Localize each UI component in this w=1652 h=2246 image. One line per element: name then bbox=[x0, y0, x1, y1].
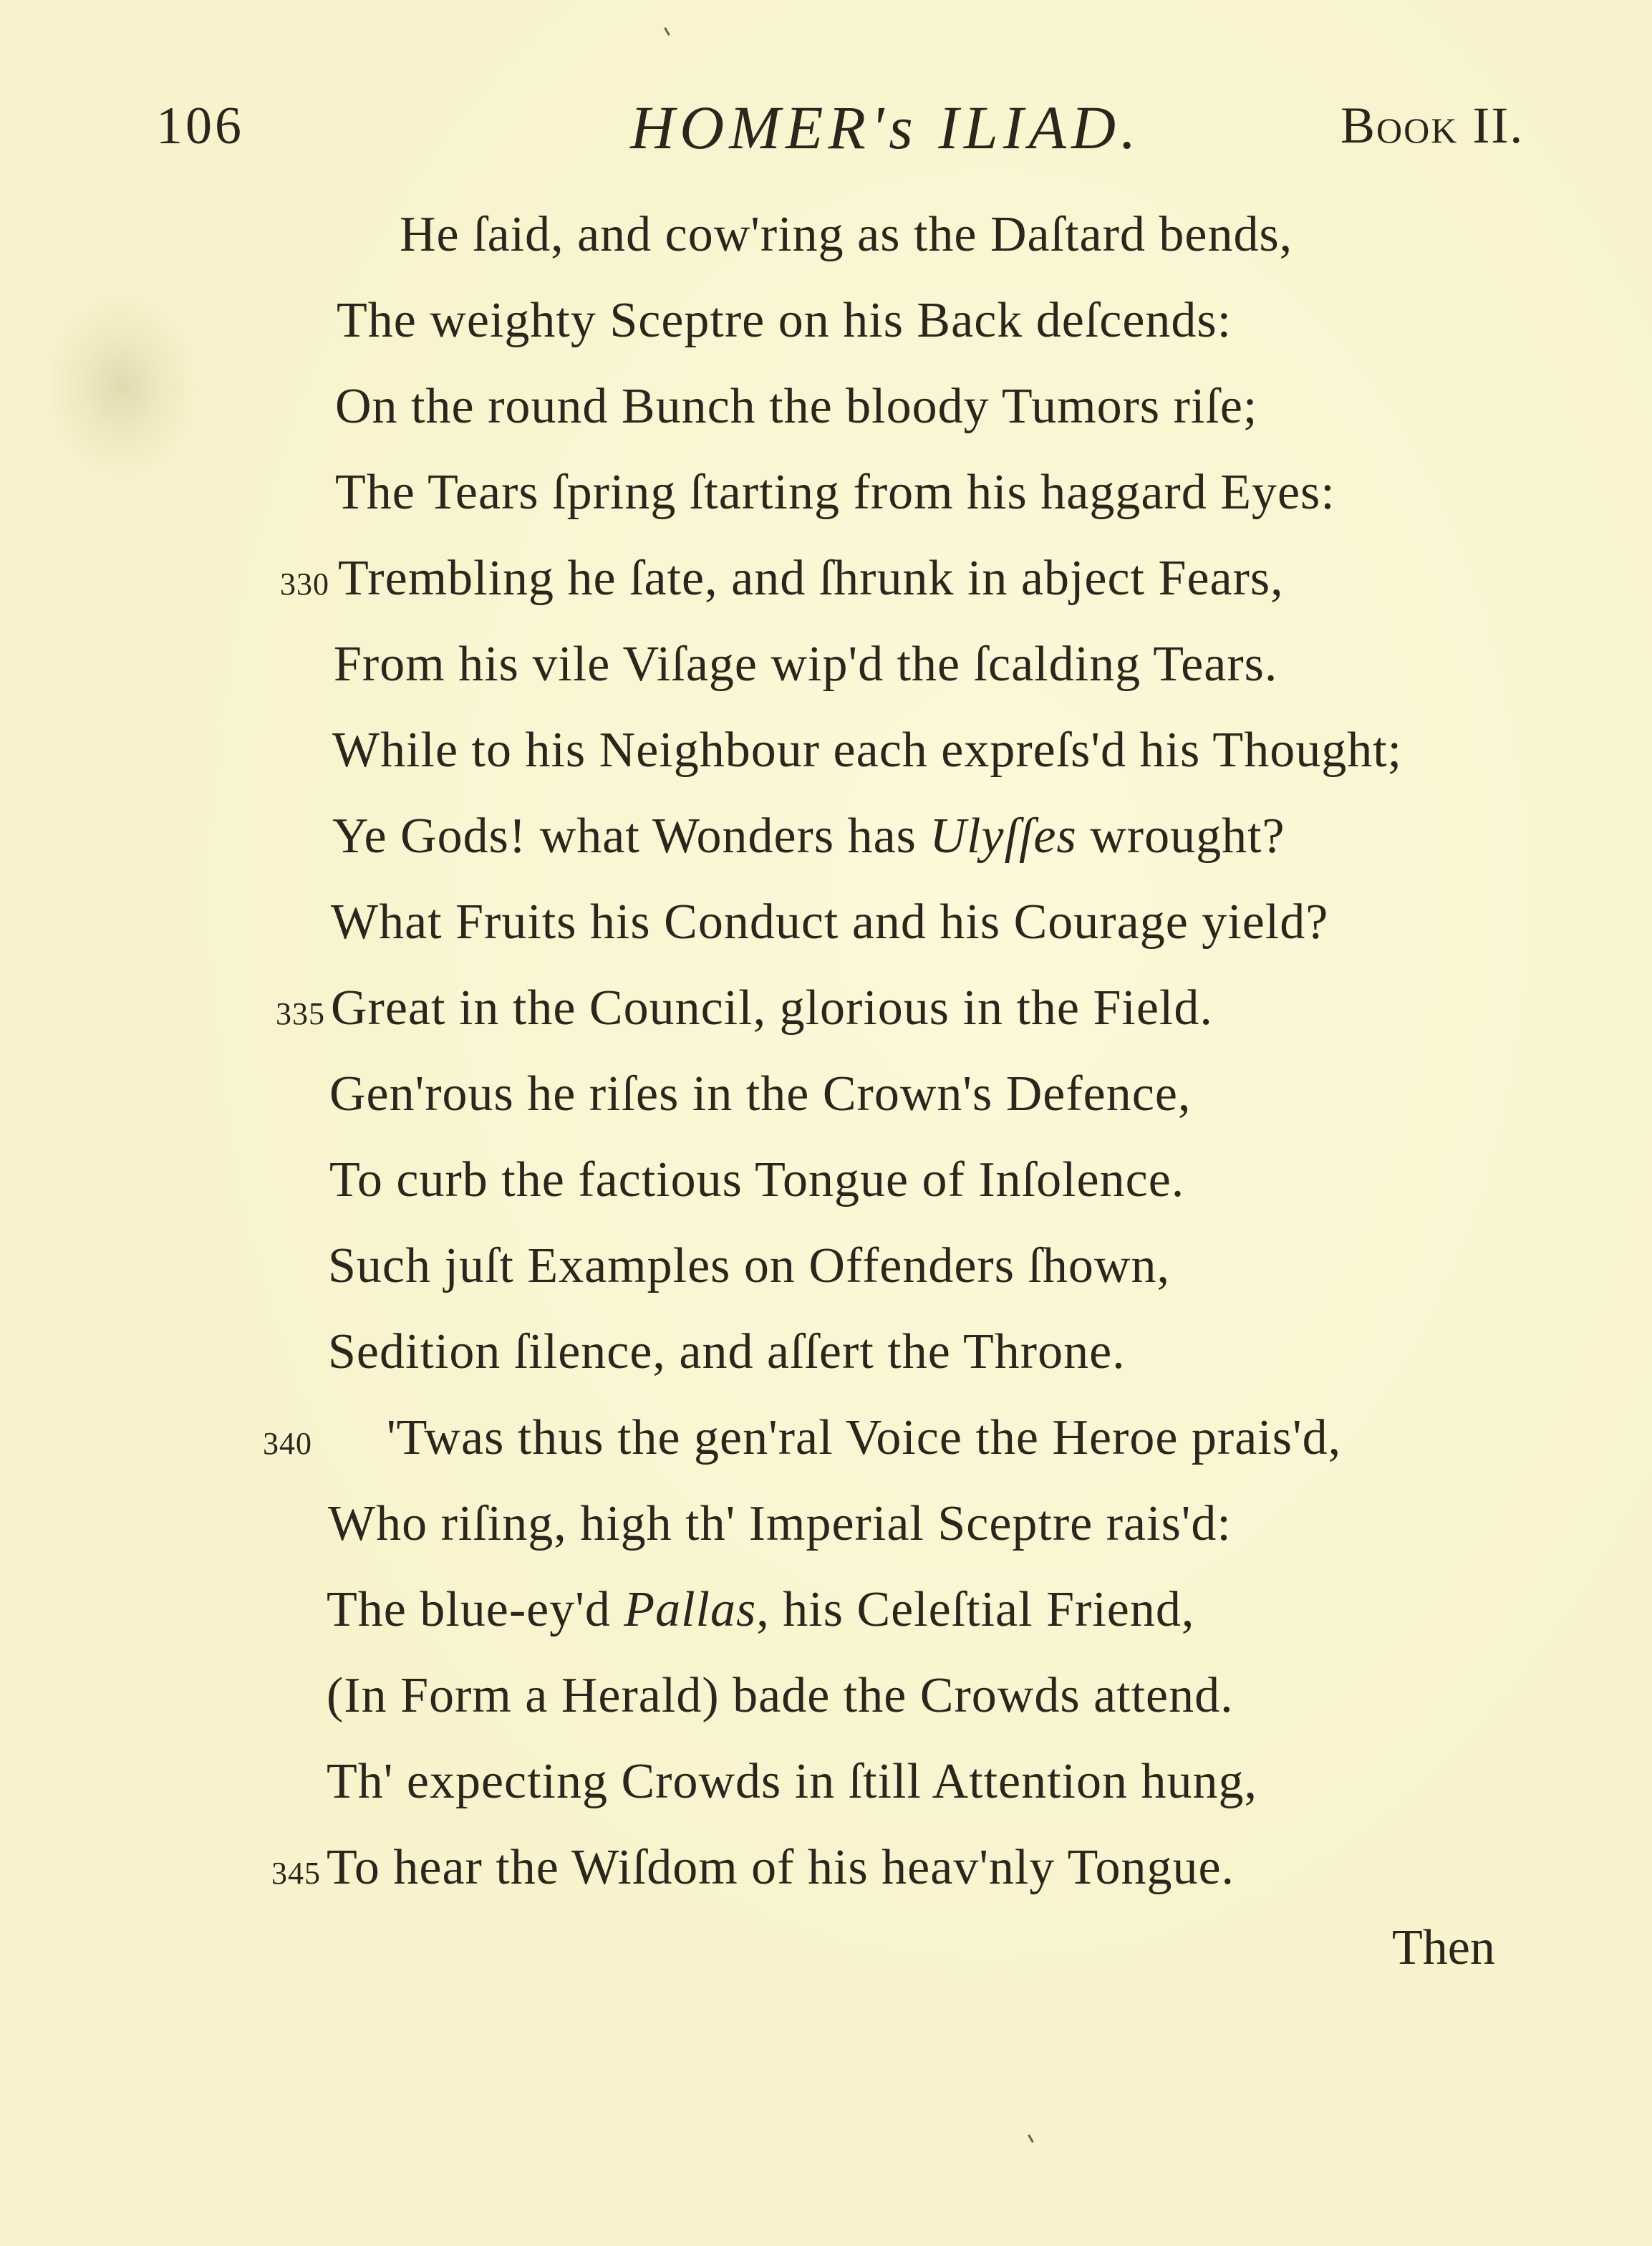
line-text: Great in the Council, glorious in the Field. bbox=[331, 980, 1213, 1036]
line-text-plain: Ye Gods! what Wonders has bbox=[332, 809, 930, 864]
line-text: The Tears ſpring ſtarting from his haggard Eyes: bbox=[335, 465, 1335, 520]
verse-line bbox=[0, 450, 1652, 536]
line-text: From his vile Viſage wip'd the ſcalding Tears. bbox=[334, 637, 1278, 692]
verse-line bbox=[0, 278, 1652, 364]
line-number: 335 bbox=[276, 996, 325, 1031]
line-text: Who riſing, high th' Imperial Sceptre rais'd: bbox=[328, 1496, 1232, 1551]
verse-line bbox=[0, 1825, 1652, 1911]
verse-line bbox=[0, 1309, 1652, 1395]
line-text bbox=[327, 1567, 1194, 1653]
line-number: 330 bbox=[280, 567, 329, 602]
verse-line bbox=[0, 1223, 1652, 1309]
line-number: 340 bbox=[263, 1426, 312, 1461]
line-text: What Fruits his Conduct and his Courage yield? bbox=[331, 895, 1329, 950]
verse-block bbox=[0, 192, 1652, 1911]
line-number: 345 bbox=[271, 1856, 321, 1891]
line-text: Gen'rous he riſes in the Crown's Defence, bbox=[329, 1066, 1192, 1122]
line-text: 'Twas thus the gen'ral Voice the Heroe prais'd, bbox=[387, 1410, 1342, 1465]
page-number: 106 bbox=[156, 97, 244, 155]
line-text: Sedition ſilence, and aſſert the Throne. bbox=[328, 1324, 1126, 1379]
line-text-plain: , his Celeſtial Friend, bbox=[756, 1582, 1195, 1637]
line-text: To hear the Wiſdom of his heav'nly Tongue. bbox=[327, 1840, 1235, 1895]
running-title: HOMER's ILIAD. bbox=[630, 93, 1141, 162]
line-text-plain: wrought? bbox=[1076, 809, 1285, 864]
verse-line bbox=[0, 1653, 1652, 1739]
verse-line bbox=[0, 1567, 1652, 1653]
line-text-plain: The blue-ey'd bbox=[327, 1582, 624, 1637]
line-text: (In Form a Herald) bade the Crowds attend. bbox=[327, 1668, 1234, 1723]
line-text: Such juſt Examples on Offenders ſhown, bbox=[328, 1238, 1170, 1293]
verse-line bbox=[0, 965, 1652, 1051]
line-text-italic: Pallas bbox=[624, 1582, 757, 1637]
catchword: Then bbox=[1392, 1920, 1495, 1975]
line-text: Trembling he ſate, and ſhrunk in abject Fears, bbox=[338, 551, 1284, 606]
page-header bbox=[0, 86, 1652, 165]
verse-line bbox=[0, 879, 1652, 965]
verse-line bbox=[0, 1051, 1652, 1137]
book-label: Book II. bbox=[1341, 97, 1525, 154]
line-text: On the round Bunch the bloody Tumors riſe; bbox=[335, 379, 1258, 434]
line-text: He ſaid, and cow'ring as the Daſtard bends, bbox=[400, 207, 1293, 262]
verse-line bbox=[0, 1137, 1652, 1223]
verse-line bbox=[0, 1481, 1652, 1567]
verse-line bbox=[0, 364, 1652, 450]
verse-line bbox=[0, 536, 1652, 622]
verse-line bbox=[0, 622, 1652, 708]
verse-line bbox=[0, 708, 1652, 794]
line-text bbox=[332, 794, 1285, 879]
line-text-italic: Ulyſſes bbox=[929, 809, 1077, 864]
verse-line bbox=[0, 192, 1652, 278]
verse-line bbox=[0, 1739, 1652, 1825]
ink-speck bbox=[1028, 2134, 1034, 2143]
line-text: While to his Neighbour each expreſs'd his Thought; bbox=[332, 723, 1403, 778]
verse-line bbox=[0, 794, 1652, 879]
line-text: To curb the factious Tongue of Inſolence. bbox=[329, 1152, 1185, 1208]
ink-speck bbox=[664, 27, 670, 36]
line-text: The weighty Sceptre on his Back deſcends: bbox=[337, 293, 1232, 348]
line-text: Th' expecting Crowds in ſtill Attention hung, bbox=[327, 1754, 1258, 1809]
verse-line bbox=[0, 1395, 1652, 1481]
